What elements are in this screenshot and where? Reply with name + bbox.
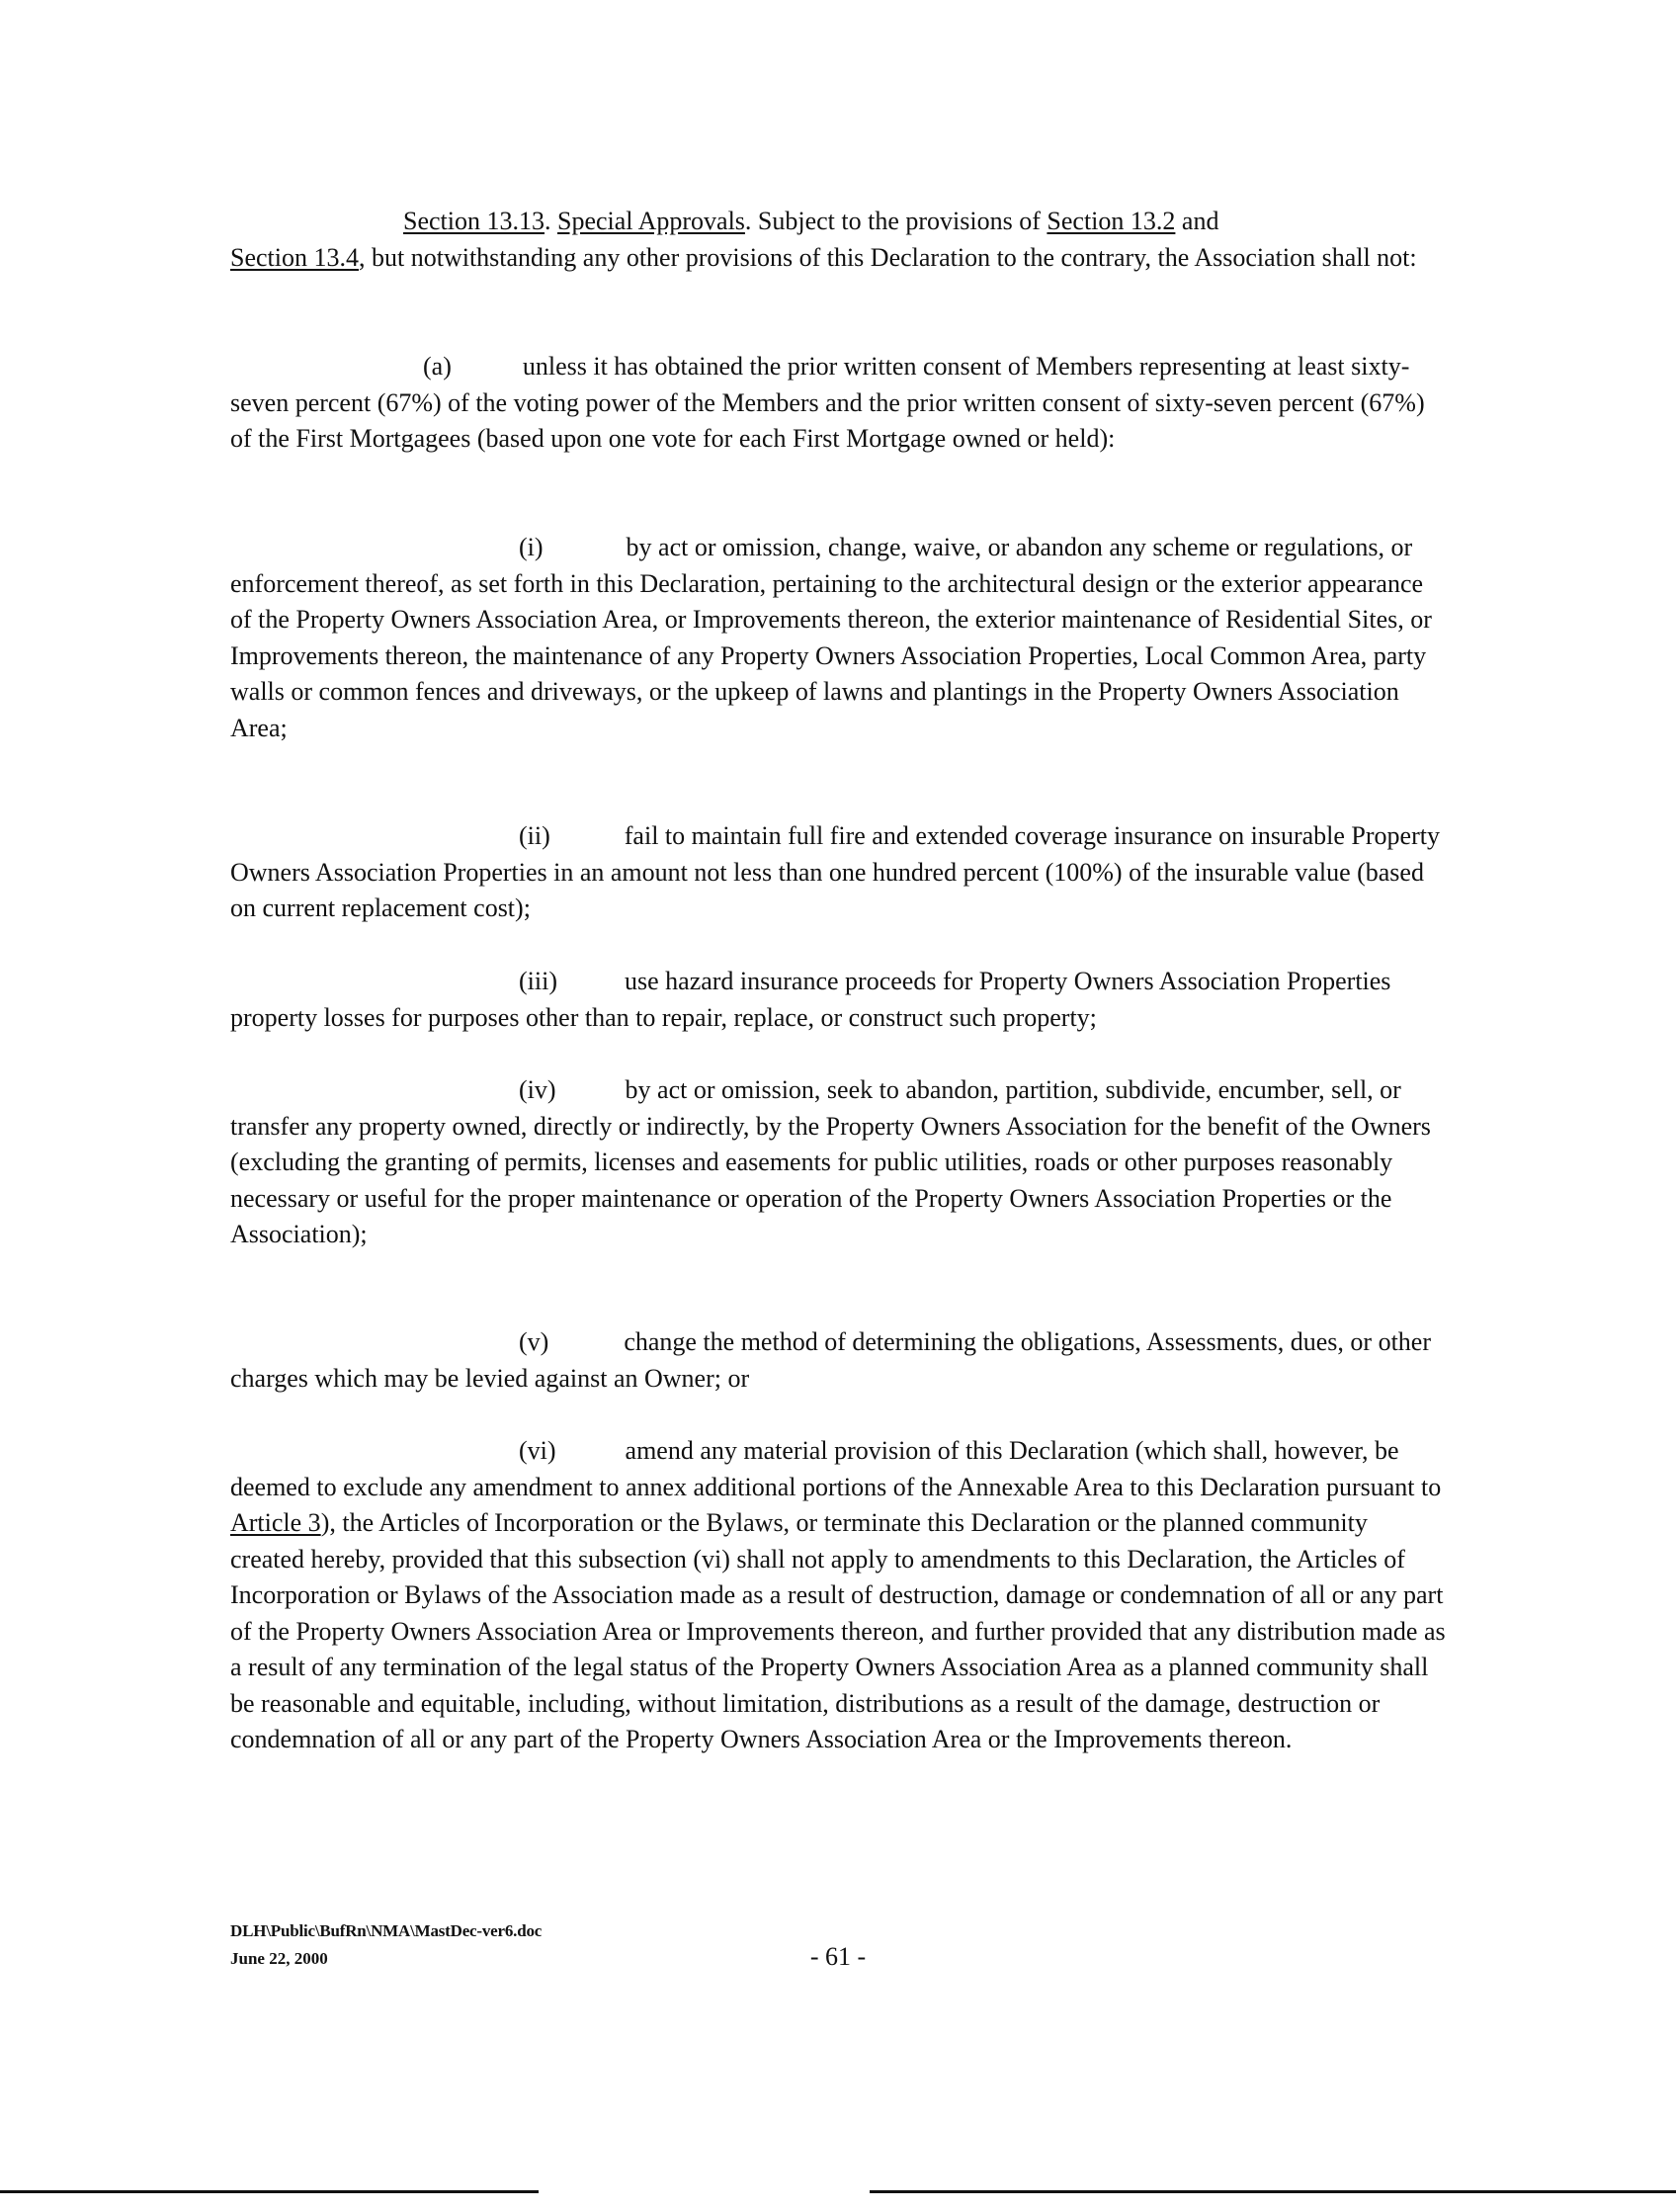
subsection-vi-text-before: amend any material provision of this Declaration (which shall, however, be deemed to exclude any amendment to annex additional portions of the Annexable Area to this Declaration pursuant to [230, 1436, 1442, 1501]
section-intro-paragraph: Section 13.13. Special Approvals. Subject to the provisions of Section 13.2 and Section 13.4, but notwithstanding any other provisions of this Declaration to the contrary, the Association shall not: [230, 207, 1417, 272]
subsection-v [230, 1324, 1446, 1397]
section-reference-13-2: Section 13.2 [1047, 207, 1176, 235]
subsection-v-label: (v) [519, 1327, 549, 1356]
subsection-iii-label: (iii) [519, 967, 557, 995]
section-title: Special Approvals [557, 207, 745, 235]
subsection-vi-text-after: ), the Articles of Incorporation or the Bylaws, or terminate this Declaration or the planned community created hereby, provided that this subsection (vi) shall not apply to amendments to this Declaration, the Articles of Incorporation or Bylaws of the Association made as a result of destruction, damage or condemnation of all or any part of the Property Owners Association Area or Improvements thereon, and further provided that any distribution made as a result of any termination of the legal status of the Property Owners Association Area as a planned community shall be reasonable and equitable, including, without limitation, distributions as a result of the damage, destruction or condemnation of all or any part of the Property Owners Association Area or the Improvements thereon. [230, 1508, 1446, 1753]
subsection-vi [230, 1433, 1446, 1758]
footer-file-path: DLH\Public\BufRn\NMA\MastDec-ver6.doc [230, 1921, 543, 1940]
subsection-i-text: by act or omission, change, waive, or abandon any scheme or regulations, or enforcement thereof, as set forth in this Declaration, pertaining to the architectural design or the exterior appearance of the Property Owners Association Area, or Improvements thereon, the exterior maintenance of Residential Sites, or Improvements thereon, the maintenance of any Property Owners Association Properties, Local Common Area, party walls or common fences and driveways, or the upkeep of lawns and plantings in the Property Owners Association Area; [230, 533, 1432, 742]
page-number: - 61 - [809, 1942, 867, 1971]
subsection-iii [230, 964, 1446, 1036]
article-3-reference: Article 3 [230, 1508, 321, 1537]
subsection-i [230, 530, 1446, 746]
footer-date: June 22, 2000 [230, 1949, 328, 1968]
subsection-iv-label: (iv) [519, 1075, 556, 1104]
bottom-scan-rule-left [0, 2190, 539, 2193]
subsection-v-text: change the method of determining the obligations, Assessments, dues, or other charges which may be levied against an Owner; or [230, 1327, 1432, 1393]
subsection-iii-text: use hazard insurance proceeds for Property Owners Association Properties property losses for purposes other than to repair, replace, or construct such property; [230, 967, 1391, 1032]
paragraph-a-text: unless it has obtained the prior written consent of Members representing at least sixty-seven percent (67%) of the voting power of the Members and the prior written consent of sixty-seven percent (67%) of the First Mortgagees (based upon one vote for each First Mortgage owned or held): [230, 352, 1425, 453]
section-reference-13-4: Section 13.4 [230, 242, 359, 272]
section-number: Section 13.13 [403, 207, 545, 235]
paragraph-a [230, 349, 1446, 458]
paragraph-a-label: (a) [423, 352, 452, 381]
subsection-i-label: (i) [519, 533, 544, 561]
subsection-iv-text: by act or omission, seek to abandon, partition, subdivide, encumber, sell, or transfer any property owned, directly or indirectly, by the Property Owners Association for the benefit of the Owners (excluding the granting of permits, licenses and easements for public utilities, roads or other purposes reasonably necessary or useful for the proper maintenance or operation of the Property Owners Association Properties or the Association); [230, 1075, 1431, 1248]
subsection-ii-label: (ii) [519, 821, 550, 850]
subsection-vi-label: (vi) [519, 1436, 556, 1465]
bottom-scan-rule-right [870, 2190, 1676, 2193]
subsection-iv [230, 1072, 1446, 1253]
subsection-ii-text: fail to maintain full fire and extended coverage insurance on insurable Property Owners Association Properties in an amount not less than one hundred percent (100%) of the insurable value (based on current replacement cost); [230, 821, 1440, 922]
subsection-ii [230, 818, 1446, 927]
